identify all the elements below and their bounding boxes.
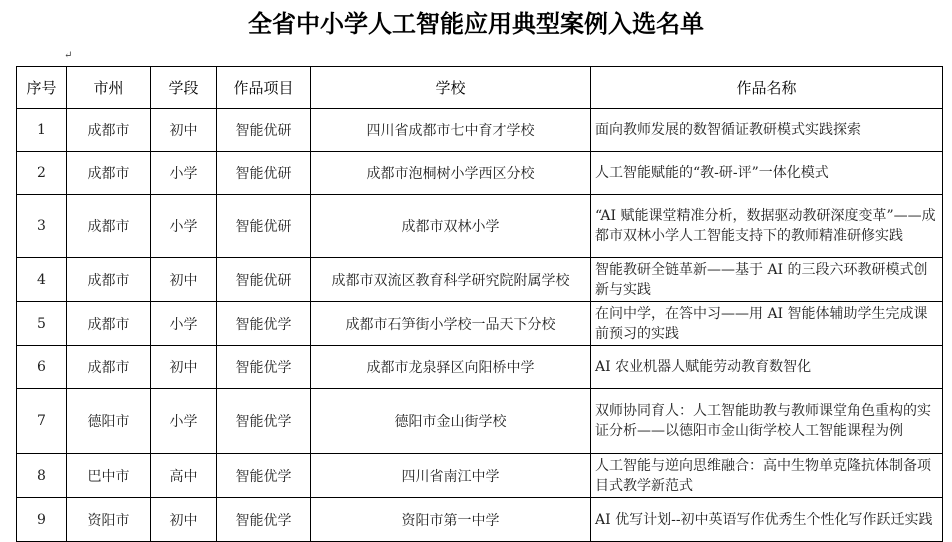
table-row (17, 109, 943, 152)
cell-work: 智能教研全链革新——基于 AI 的三段六环教研模式创新与实践 (591, 258, 943, 302)
cell-seq: 4 (17, 258, 67, 302)
cell-city: 成都市 (67, 109, 151, 152)
table-row (17, 454, 943, 498)
cell-school: 成都市石笋街小学校一品天下分校 (311, 302, 591, 346)
cell-stage: 小学 (151, 302, 217, 346)
cell-city: 德阳市 (67, 389, 151, 454)
cell-city: 成都市 (67, 258, 151, 302)
cell-school: 成都市龙泉驿区向阳桥中学 (311, 346, 591, 389)
table-row (17, 346, 943, 389)
header-seq: 序号 (17, 67, 67, 109)
table-header-row (17, 67, 943, 109)
cell-work: AI 优写计划--初中英语写作优秀生个性化写作跃迁实践 (591, 498, 943, 542)
cell-seq: 7 (17, 389, 67, 454)
cell-stage: 初中 (151, 346, 217, 389)
cell-category: 智能优学 (217, 389, 311, 454)
table-row (17, 302, 943, 346)
table-row (17, 195, 943, 258)
header-city: 市州 (67, 67, 151, 109)
cell-seq: 8 (17, 454, 67, 498)
cell-city: 巴中市 (67, 454, 151, 498)
table-row (17, 152, 943, 195)
cell-category: 智能优学 (217, 302, 311, 346)
cell-school: 成都市双流区教育科学研究院附属学校 (311, 258, 591, 302)
cell-school: 成都市双林小学 (311, 195, 591, 258)
document-title: 全省中小学人工智能应用典型案例入选名单 (248, 10, 704, 38)
cell-category: 智能优研 (217, 152, 311, 195)
cell-city: 成都市 (67, 195, 151, 258)
header-school: 学校 (311, 67, 591, 109)
cell-seq: 6 (17, 346, 67, 389)
cell-work: 双师协同育人：人工智能助教与教师课堂角色重构的实证分析——以德阳市金山街学校人工智能课程为例 (591, 389, 943, 454)
cell-city: 成都市 (67, 302, 151, 346)
cell-school: 四川省南江中学 (311, 454, 591, 498)
cell-work: “AI 赋能课堂精准分析，数据驱动教研深度变革”——成都市双林小学人工智能支持下的教师精准研修实践 (591, 195, 943, 258)
table-row (17, 258, 943, 302)
cell-seq: 5 (17, 302, 67, 346)
header-category: 作品项目 (217, 67, 311, 109)
cell-school: 成都市泡桐树小学西区分校 (311, 152, 591, 195)
paragraph-mark: ↵ (64, 50, 73, 61)
header-work: 作品名称 (591, 67, 943, 109)
cell-city: 资阳市 (67, 498, 151, 542)
cell-city: 成都市 (67, 152, 151, 195)
cell-category: 智能优学 (217, 498, 311, 542)
cell-work: 在问中学，在答中习——用 AI 智能体辅助学生完成课前预习的实践 (591, 302, 943, 346)
cell-stage: 初中 (151, 258, 217, 302)
cell-work: 人工智能与逆向思维融合：高中生物单克隆抗体制备项目式教学新范式 (591, 454, 943, 498)
cell-city: 成都市 (67, 346, 151, 389)
cell-work: AI 农业机器人赋能劳动教育数智化 (591, 346, 943, 389)
cell-school: 资阳市第一中学 (311, 498, 591, 542)
cell-stage: 小学 (151, 195, 217, 258)
cell-category: 智能优研 (217, 258, 311, 302)
header-stage: 学段 (151, 67, 217, 109)
cell-stage: 初中 (151, 498, 217, 542)
cell-stage: 小学 (151, 389, 217, 454)
table-row (17, 389, 943, 454)
cell-category: 智能优研 (217, 195, 311, 258)
cell-category: 智能优学 (217, 454, 311, 498)
cell-seq: 9 (17, 498, 67, 542)
cell-school: 四川省成都市七中育才学校 (311, 109, 591, 152)
cell-school: 德阳市金山街学校 (311, 389, 591, 454)
selection-list-table (16, 66, 943, 542)
cell-work: 人工智能赋能的“教-研-评”一体化模式 (591, 152, 943, 195)
table-row (17, 498, 943, 542)
cell-stage: 高中 (151, 454, 217, 498)
cell-work: 面向教师发展的数智循证教研模式实践探索 (591, 109, 943, 152)
cell-stage: 初中 (151, 109, 217, 152)
cell-seq: 2 (17, 152, 67, 195)
cell-category: 智能优研 (217, 109, 311, 152)
cell-seq: 3 (17, 195, 67, 258)
cell-category: 智能优学 (217, 346, 311, 389)
cell-seq: 1 (17, 109, 67, 152)
cell-stage: 小学 (151, 152, 217, 195)
